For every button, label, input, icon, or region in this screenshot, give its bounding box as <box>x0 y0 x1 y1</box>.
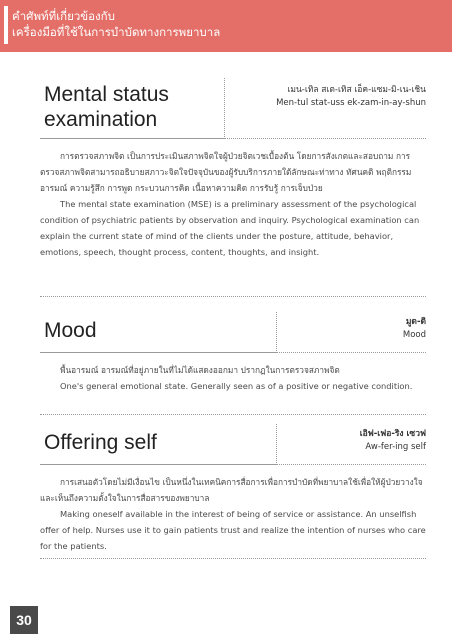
divider <box>40 464 426 465</box>
chapter-header <box>0 0 452 52</box>
pronunciation-thai: เอิฟ-เฟอ-ริง เซวฟ <box>359 429 426 439</box>
glossary-entry-offering-self <box>40 424 426 551</box>
term-title-line1: Mood <box>44 319 97 342</box>
thai-definition: การเสนอตัวโดยไม่มีเงื่อนไข เป็นหนึ่งในเทคนิคการสื่อการเพื่อการบำบัดที่พยาบาลใช้เพื่อให้ผู้ป่วยวางใจ และเห็นถึงความตั้งใจในการสื่อสารของพยาบาล <box>40 477 423 503</box>
pronunciation-roman: Aw-fer-ing self <box>365 442 426 452</box>
pronunciation <box>276 84 426 110</box>
term-title-line1: Mental status <box>44 83 169 106</box>
pronunciation-thai: เมน-เทิล สเต-เทิส เอ็ค-แซม-มิ-เน-เชิน <box>287 85 426 95</box>
pronunciation-roman: Men-tul stat-uss ek-zam-in-ay-shun <box>276 98 426 108</box>
glossary-entry-mood <box>40 312 426 391</box>
pronunciation <box>360 428 426 454</box>
term-title <box>44 430 157 455</box>
term-row <box>40 78 426 138</box>
glossary-entry-mental-status-examination <box>40 78 426 257</box>
definition-block <box>40 362 426 394</box>
term-title-line2: examination <box>44 108 158 131</box>
pronunciation-roman: Mood <box>402 330 426 340</box>
header-title-line1: คำศัพท์ที่เกี่ยวข้องกับ <box>12 9 115 23</box>
divider <box>40 414 426 415</box>
english-definition: Making oneself available in the interest of being of service or assistance. An unselfish offer of help. Nurses use it to gain patients trust and realize the intention of nurses who care for the patients. <box>40 509 426 551</box>
header-accent-bar <box>4 6 8 44</box>
divider <box>40 296 426 297</box>
divider <box>40 138 426 139</box>
term-row <box>40 424 426 464</box>
definition-block <box>40 474 426 554</box>
thai-definition: พื้นอารมณ์ อารมณ์ที่อยู่ภายในที่ไม่ได้แสดงออกมา ปรากฏในการตรวจสภาพจิต <box>60 365 340 375</box>
term-title <box>44 82 169 132</box>
header-title-line2: เครื่องมือที่ใช้ในการบำบัดทางการพยาบาล <box>12 25 221 39</box>
thai-definition: การตรวจสภาพจิต เป็นการประเมินสภาพจิตใจผู้ป่วยจิตเวชเบื้องต้น โดยการสังเกตและสอบถาม การตรวจสภาพจิตสามารถอธิบายสภาวะจิตใจปัจจุบันของผู้รับบริการภายใต้ลักษณะท่าทาง ทัศนคติ พฤติกรรม อารมณ์ ความรู้สึก การพูด กระบวนการคิด เนื้อหาความคิด การรับรู้ การเจ็บป่วย <box>40 151 412 193</box>
term-title <box>44 318 97 343</box>
pronunciation-thai: มูด-ดิ <box>405 317 426 327</box>
definition-block <box>40 148 426 260</box>
divider <box>40 352 426 353</box>
pronunciation <box>403 316 426 342</box>
term-row <box>40 312 426 352</box>
divider <box>40 558 426 559</box>
english-definition: One's general emotional state. Generally seen as of a positive or negative condition. <box>60 381 413 391</box>
english-definition: The mental state examination (MSE) is a preliminary assessment of the psychological condition of psychiatric patients by observation and inquiry. Psychological examination can explain the current state of mind of the clients under the posture, attitude, behavior, emotions, speech, thought process, content, thoughts, and insight. <box>40 199 420 257</box>
term-title-line1: Offering self <box>44 431 157 454</box>
page-number: 30 <box>10 606 38 634</box>
